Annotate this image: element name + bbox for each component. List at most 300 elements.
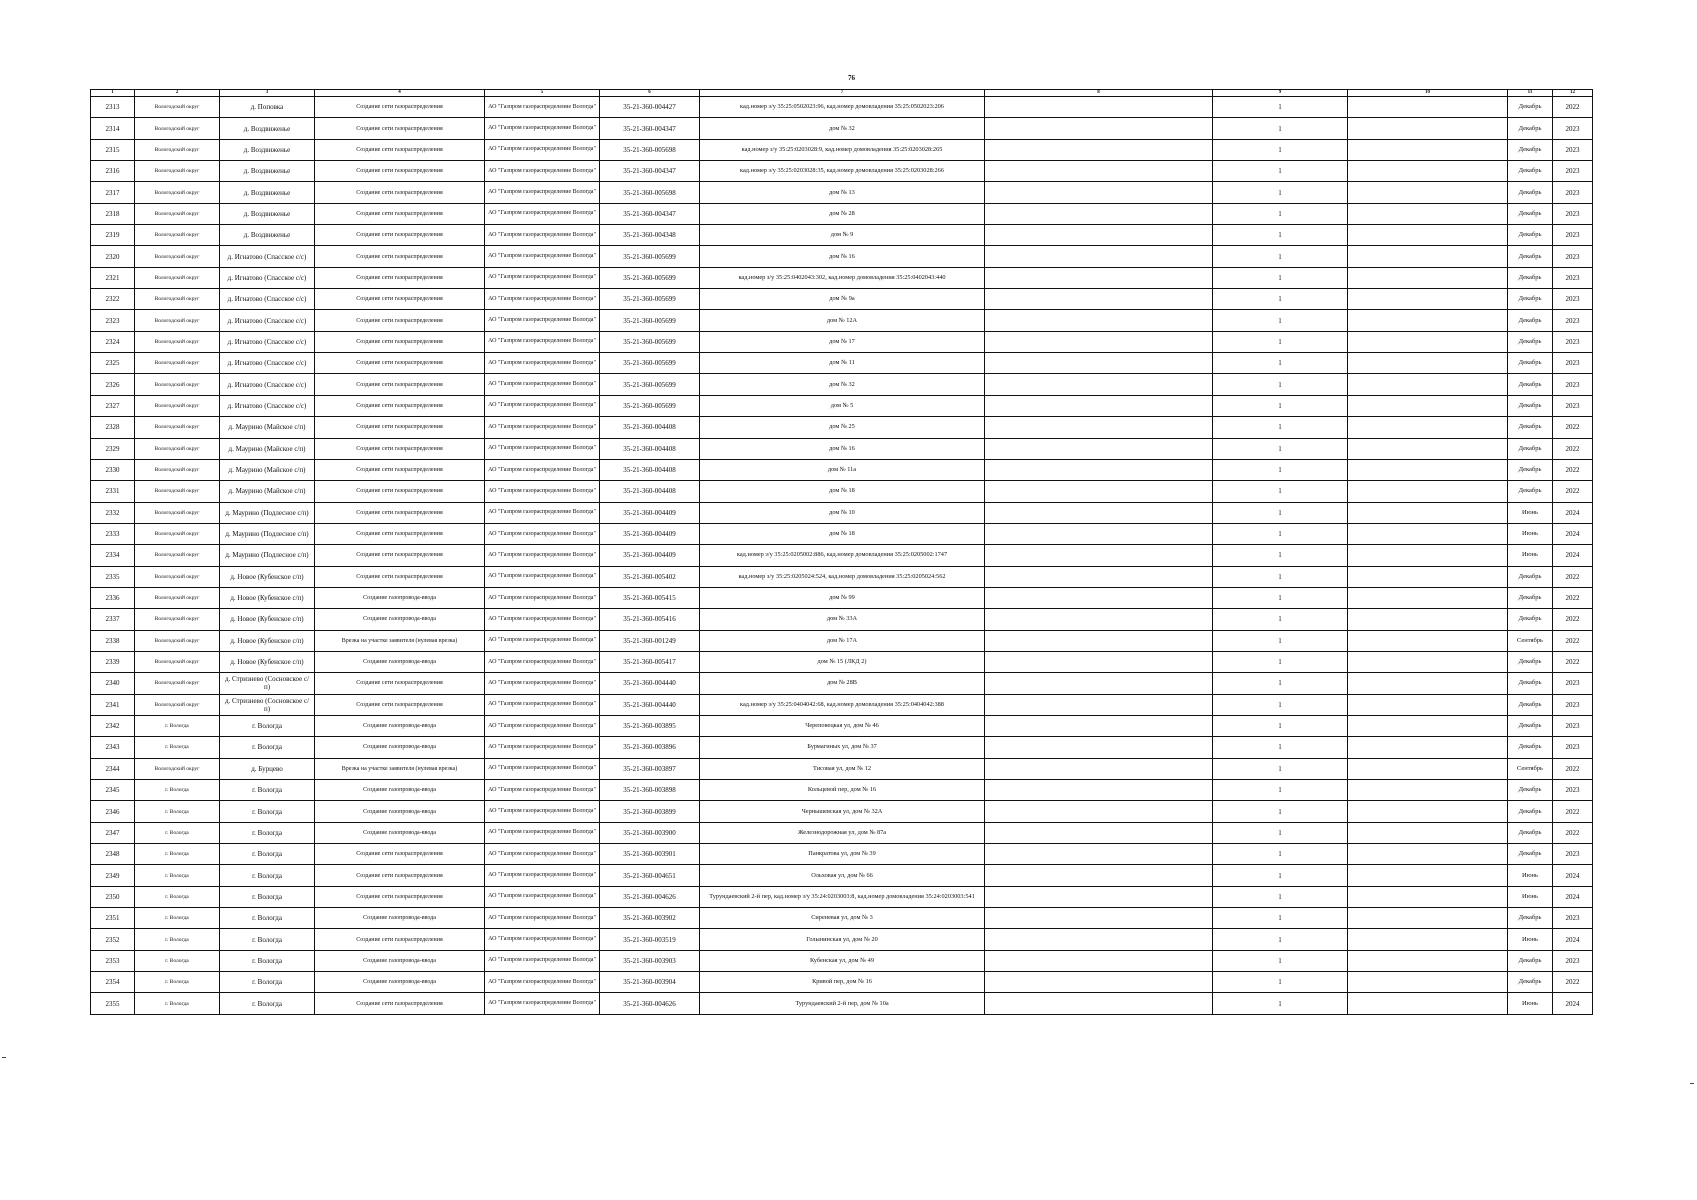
district-cell: г. Вологда [135,929,220,950]
organization-cell: АО "Газпром газораспределение Вологда" [485,993,600,1014]
month-cell: Июнь [1508,993,1553,1014]
work-type-cell: Создание сети газораспределения [315,993,485,1014]
quantity-cell: 1 [1213,353,1348,374]
registry-number-cell: 35-21-360-005415 [600,587,700,608]
quantity-cell: 1 [1213,310,1348,331]
work-type-cell: Создание сети газораспределения [315,374,485,395]
year-cell: 2024 [1553,929,1593,950]
quantity-cell: 1 [1213,865,1348,886]
table-row [91,972,1593,993]
month-cell: Июнь [1508,545,1553,566]
col-8-cell [985,182,1213,203]
col-10-cell [1348,139,1508,160]
district-cell: Вологодский округ [135,438,220,459]
col-10-cell [1348,203,1508,224]
settlement-cell: д. Игнатово (Спасское с/с) [220,395,315,416]
col-10-cell [1348,459,1508,480]
month-cell: Декабрь [1508,459,1553,480]
object-address-cell: Тисовая ул, дом № 12 [700,758,985,779]
year-cell: 2022 [1553,459,1593,480]
scan-edge-mark-left [2,1057,6,1058]
year-cell: 2023 [1553,395,1593,416]
organization-cell: АО "Газпром газораспределение Вологда" [485,139,600,160]
organization-cell: АО "Газпром газораспределение Вологда" [485,481,600,502]
settlement-cell: д. Воздвиженье [220,118,315,139]
settlement-cell: г. Вологда [220,801,315,822]
year-cell: 2023 [1553,950,1593,971]
col-10-cell [1348,502,1508,523]
object-address-cell: дом № 15 (ЛКД 2) [700,651,985,672]
year-cell: 2022 [1553,801,1593,822]
settlement-cell: д. Новое (Кубенское с/п) [220,630,315,651]
column-number: 2 [135,90,220,97]
year-cell: 2023 [1553,715,1593,736]
table-row [91,417,1593,438]
object-address-cell: дом № 33А [700,609,985,630]
settlement-cell: д. Игнатово (Спасское с/с) [220,331,315,352]
column-number: 9 [1213,90,1348,97]
registry-number-cell: 35-21-360-004427 [600,97,700,118]
object-address-cell: дом № 10 [700,502,985,523]
table-row [91,929,1593,950]
table-row [91,225,1593,246]
registry-number-cell: 35-21-360-005699 [600,289,700,310]
district-cell: Вологодский округ [135,289,220,310]
table-row [91,481,1593,502]
row-number-cell: 2346 [91,801,135,822]
col-8-cell [985,844,1213,865]
year-cell: 2023 [1553,161,1593,182]
work-type-cell: Создание сети газораспределения [315,331,485,352]
row-number-cell: 2327 [91,395,135,416]
organization-cell: АО "Газпром газораспределение Вологда" [485,780,600,801]
settlement-cell: г. Вологда [220,993,315,1014]
district-cell: Вологодский округ [135,523,220,544]
col-10-cell [1348,929,1508,950]
object-address-cell: дом № 12А [700,310,985,331]
object-address-cell: Железнодорожная ул, дом № 87а [700,822,985,843]
object-address-cell: дом № 18 [700,481,985,502]
month-cell: Июнь [1508,865,1553,886]
settlement-cell: д. Новое (Кубенское с/п) [220,651,315,672]
object-address-cell: дом № 32 [700,118,985,139]
organization-cell: АО "Газпром газораспределение Вологда" [485,395,600,416]
month-cell: Июнь [1508,502,1553,523]
organization-cell: АО "Газпром газораспределение Вологда" [485,438,600,459]
district-cell: Вологодский округ [135,97,220,118]
organization-cell: АО "Газпром газораспределение Вологда" [485,758,600,779]
registry-number-cell: 35-21-360-003899 [600,801,700,822]
row-number-cell: 2314 [91,118,135,139]
settlement-cell: г. Вологда [220,780,315,801]
district-cell: Вологодский округ [135,118,220,139]
month-cell: Декабрь [1508,609,1553,630]
col-10-cell [1348,374,1508,395]
year-cell: 2023 [1553,374,1593,395]
year-cell: 2023 [1553,353,1593,374]
col-10-cell [1348,844,1508,865]
district-cell: Вологодский округ [135,161,220,182]
table-body [91,90,1593,1015]
work-type-cell: Создание сети газораспределения [315,673,485,694]
registry-number-cell: 35-21-360-001249 [600,630,700,651]
row-number-cell: 2321 [91,267,135,288]
col-8-cell [985,502,1213,523]
table-row [91,523,1593,544]
object-address-cell: дом № 11а [700,459,985,480]
col-10-cell [1348,566,1508,587]
col-8-cell [985,780,1213,801]
month-cell: Декабрь [1508,694,1553,715]
work-type-cell: Создание сети газораспределения [315,545,485,566]
registry-table [90,89,1593,1015]
col-8-cell [985,972,1213,993]
organization-cell: АО "Газпром газораспределение Вологда" [485,886,600,907]
row-number-cell: 2333 [91,523,135,544]
district-cell: Вологодский округ [135,139,220,160]
work-type-cell: Создание сети газораспределения [315,886,485,907]
col-10-cell [1348,481,1508,502]
col-10-cell [1348,246,1508,267]
col-10-cell [1348,225,1508,246]
settlement-cell: д. Новое (Кубенское с/п) [220,566,315,587]
table-row [91,844,1593,865]
quantity-cell: 1 [1213,950,1348,971]
year-cell: 2022 [1553,630,1593,651]
settlement-cell: д. Воздвиженье [220,139,315,160]
registry-number-cell: 35-21-360-004408 [600,459,700,480]
column-number: 5 [485,90,600,97]
month-cell: Июнь [1508,523,1553,544]
object-address-cell: кад.номер з/у 35:25:0502023:96, кад.номер домовладения 35:25:0502023:206 [700,97,985,118]
quantity-cell: 1 [1213,993,1348,1014]
registry-number-cell: 35-21-360-004409 [600,545,700,566]
quantity-cell: 1 [1213,267,1348,288]
settlement-cell: д. Игнатово (Спасское с/с) [220,246,315,267]
year-cell: 2022 [1553,972,1593,993]
year-cell: 2024 [1553,545,1593,566]
settlement-cell: д. Игнатово (Спасское с/с) [220,353,315,374]
district-cell: г. Вологда [135,737,220,758]
object-address-cell: дом № 99 [700,587,985,608]
organization-cell: АО "Газпром газораспределение Вологда" [485,203,600,224]
settlement-cell: д. Поповка [220,97,315,118]
year-cell: 2023 [1553,225,1593,246]
row-number-cell: 2347 [91,822,135,843]
work-type-cell: Создание сети газораспределения [315,353,485,374]
month-cell: Декабрь [1508,203,1553,224]
col-10-cell [1348,651,1508,672]
object-address-cell: Турундаевский 2-й пер, дом № 10а [700,993,985,1014]
col-8-cell [985,758,1213,779]
settlement-cell: г. Вологда [220,715,315,736]
work-type-cell: Создание сети газораспределения [315,566,485,587]
table-row [91,438,1593,459]
settlement-cell: д. Новое (Кубенское с/п) [220,609,315,630]
district-cell: Вологодский округ [135,587,220,608]
col-8-cell [985,459,1213,480]
row-number-cell: 2324 [91,331,135,352]
registry-number-cell: 35-21-360-004626 [600,886,700,907]
object-address-cell: Череповецкая ул, дом № 46 [700,715,985,736]
quantity-cell: 1 [1213,246,1348,267]
settlement-cell: д. Маурино (Майское с/п) [220,417,315,438]
month-cell: Декабрь [1508,651,1553,672]
organization-cell: АО "Газпром газораспределение Вологда" [485,459,600,480]
row-number-cell: 2323 [91,310,135,331]
district-cell: г. Вологда [135,865,220,886]
scan-edge-mark-right [1690,1083,1694,1084]
table-row [91,566,1593,587]
month-cell: Декабрь [1508,395,1553,416]
col-8-cell [985,587,1213,608]
work-type-cell: Создание газопровода-ввода [315,780,485,801]
settlement-cell: г. Вологда [220,822,315,843]
settlement-cell: д. Воздвиженье [220,225,315,246]
year-cell: 2024 [1553,886,1593,907]
col-10-cell [1348,310,1508,331]
district-cell: г. Вологда [135,993,220,1014]
district-cell: Вологодский округ [135,609,220,630]
year-cell: 2023 [1553,310,1593,331]
month-cell: Декабрь [1508,950,1553,971]
object-address-cell: Сиреневая ул, дом № 3 [700,908,985,929]
column-number: 7 [700,90,985,97]
organization-cell: АО "Газпром газораспределение Вологда" [485,972,600,993]
month-cell: Декабрь [1508,844,1553,865]
quantity-cell: 1 [1213,822,1348,843]
month-cell: Декабрь [1508,289,1553,310]
month-cell: Декабрь [1508,225,1553,246]
year-cell: 2022 [1553,822,1593,843]
organization-cell: АО "Газпром газораспределение Вологда" [485,225,600,246]
object-address-cell: дом № 9 [700,225,985,246]
row-number-cell: 2340 [91,673,135,694]
work-type-cell: Создание сети газораспределения [315,502,485,523]
table-row [91,993,1593,1014]
quantity-cell: 1 [1213,651,1348,672]
year-cell: 2024 [1553,993,1593,1014]
quantity-cell: 1 [1213,225,1348,246]
table-row [91,715,1593,736]
year-cell: 2023 [1553,737,1593,758]
object-address-cell: дом № 28 [700,203,985,224]
organization-cell: АО "Газпром газораспределение Вологда" [485,353,600,374]
col-10-cell [1348,118,1508,139]
year-cell: 2023 [1553,203,1593,224]
district-cell: Вологодский округ [135,758,220,779]
table-row [91,886,1593,907]
year-cell: 2023 [1553,908,1593,929]
row-number-cell: 2338 [91,630,135,651]
registry-number-cell: 35-21-360-003519 [600,929,700,950]
registry-number-cell: 35-21-360-004408 [600,481,700,502]
district-cell: г. Вологда [135,822,220,843]
month-cell: Декабрь [1508,331,1553,352]
district-cell: г. Вологда [135,886,220,907]
table-row [91,737,1593,758]
month-cell: Декабрь [1508,908,1553,929]
work-type-cell: Создание сети газораспределения [315,267,485,288]
year-cell: 2023 [1553,780,1593,801]
settlement-cell: д. Игнатово (Спасское с/с) [220,267,315,288]
registry-number-cell: 35-21-360-005699 [600,310,700,331]
organization-cell: АО "Газпром газораспределение Вологда" [485,502,600,523]
district-cell: Вологодский округ [135,182,220,203]
col-10-cell [1348,758,1508,779]
work-type-cell: Создание сети газораспределения [315,182,485,203]
registry-number-cell: 35-21-360-003898 [600,780,700,801]
registry-number-cell: 35-21-360-004408 [600,438,700,459]
organization-cell: АО "Газпром газораспределение Вологда" [485,651,600,672]
month-cell: Декабрь [1508,737,1553,758]
col-8-cell [985,395,1213,416]
work-type-cell: Создание сети газораспределения [315,289,485,310]
row-number-cell: 2328 [91,417,135,438]
object-address-cell: дом № 17 [700,331,985,352]
object-address-cell: кад.номер з/у 35:25:0203028:35, кад.номер домовладения 35:25:0203028:266 [700,161,985,182]
col-8-cell [985,353,1213,374]
row-number-cell: 2353 [91,950,135,971]
work-type-cell: Создание газопровода-ввода [315,972,485,993]
registry-number-cell: 35-21-360-004408 [600,417,700,438]
registry-number-cell: 35-21-360-005698 [600,182,700,203]
quantity-cell: 1 [1213,139,1348,160]
col-8-cell [985,97,1213,118]
month-cell: Декабрь [1508,417,1553,438]
district-cell: Вологодский округ [135,481,220,502]
settlement-cell: д. Маурино (Подлесное с/п) [220,545,315,566]
month-cell: Декабрь [1508,801,1553,822]
table-row [91,267,1593,288]
quantity-cell: 1 [1213,844,1348,865]
year-cell: 2023 [1553,267,1593,288]
object-address-cell: дом № 9а [700,289,985,310]
work-type-cell: Создание сети газораспределения [315,929,485,950]
col-10-cell [1348,908,1508,929]
col-10-cell [1348,630,1508,651]
district-cell: Вологодский округ [135,417,220,438]
row-number-cell: 2335 [91,566,135,587]
row-number-cell: 2317 [91,182,135,203]
district-cell: Вологодский округ [135,673,220,694]
col-8-cell [985,609,1213,630]
row-number-cell: 2344 [91,758,135,779]
district-cell: Вологодский округ [135,225,220,246]
quantity-cell: 1 [1213,630,1348,651]
object-address-cell: кад.номер з/у 35:25:0203028:9, кад.номер домовладения 35:25:0203028:265 [700,139,985,160]
quantity-cell: 1 [1213,438,1348,459]
quantity-cell: 1 [1213,694,1348,715]
col-10-cell [1348,289,1508,310]
month-cell: Декабрь [1508,972,1553,993]
district-cell: Вологодский округ [135,566,220,587]
col-8-cell [985,630,1213,651]
work-type-cell: Создание сети газораспределения [315,694,485,715]
row-number-cell: 2334 [91,545,135,566]
col-8-cell [985,203,1213,224]
month-cell: Декабрь [1508,182,1553,203]
table-row [91,118,1593,139]
registry-number-cell: 35-21-360-004347 [600,161,700,182]
year-cell: 2022 [1553,97,1593,118]
year-cell: 2023 [1553,182,1593,203]
registry-number-cell: 35-21-360-003901 [600,844,700,865]
table-row [91,374,1593,395]
work-type-cell: Создание газопровода-ввода [315,737,485,758]
column-number: 1 [91,90,135,97]
table-row [91,502,1593,523]
organization-cell: АО "Газпром газораспределение Вологда" [485,801,600,822]
col-10-cell [1348,545,1508,566]
col-10-cell [1348,865,1508,886]
district-cell: г. Вологда [135,801,220,822]
object-address-cell: кад.номер з/у 35:25:0205002:886, кад.номер домовладения 35:25:0205002:1747 [700,545,985,566]
table-row [91,203,1593,224]
table-row [91,139,1593,160]
month-cell: Сентябрь [1508,630,1553,651]
row-number-cell: 2329 [91,438,135,459]
object-address-cell: дом № 13 [700,182,985,203]
organization-cell: АО "Газпром газораспределение Вологда" [485,246,600,267]
settlement-cell: д. Воздвиженье [220,182,315,203]
table-row [91,310,1593,331]
object-address-cell: кад.номер з/у 35:25:0205024:524, кад.номер домовладения 35:25:0205024:562 [700,566,985,587]
col-8-cell [985,993,1213,1014]
district-cell: Вологодский округ [135,459,220,480]
row-number-cell: 2339 [91,651,135,672]
column-number: 6 [600,90,700,97]
row-number-cell: 2319 [91,225,135,246]
page-number: 76 [848,74,855,82]
col-10-cell [1348,993,1508,1014]
district-cell: Вологодский округ [135,353,220,374]
col-10-cell [1348,715,1508,736]
work-type-cell: Врезка на участке заявителя (нулевая врезка) [315,758,485,779]
table-row [91,609,1593,630]
quantity-cell: 1 [1213,374,1348,395]
quantity-cell: 1 [1213,161,1348,182]
district-cell: Вологодский округ [135,395,220,416]
year-cell: 2023 [1553,139,1593,160]
year-cell: 2023 [1553,331,1593,352]
object-address-cell: дом № 11 [700,353,985,374]
month-cell: Декабрь [1508,353,1553,374]
district-cell: Вологодский округ [135,246,220,267]
registry-number-cell: 35-21-360-005402 [600,566,700,587]
quantity-cell: 1 [1213,182,1348,203]
quantity-cell: 1 [1213,801,1348,822]
table-row [91,182,1593,203]
settlement-cell: д. Игнатово (Спасское с/с) [220,310,315,331]
settlement-cell: д. Бурцево [220,758,315,779]
month-cell: Декабрь [1508,566,1553,587]
column-number: 10 [1348,90,1508,97]
row-number-cell: 2316 [91,161,135,182]
row-number-cell: 2350 [91,886,135,907]
row-number-cell: 2342 [91,715,135,736]
col-10-cell [1348,801,1508,822]
year-cell: 2022 [1553,481,1593,502]
col-10-cell [1348,267,1508,288]
work-type-cell: Создание газопровода-ввода [315,801,485,822]
month-cell: Декабрь [1508,267,1553,288]
table-row [91,246,1593,267]
year-cell: 2024 [1553,502,1593,523]
column-number: 12 [1553,90,1593,97]
quantity-cell: 1 [1213,715,1348,736]
table-row [91,673,1593,694]
